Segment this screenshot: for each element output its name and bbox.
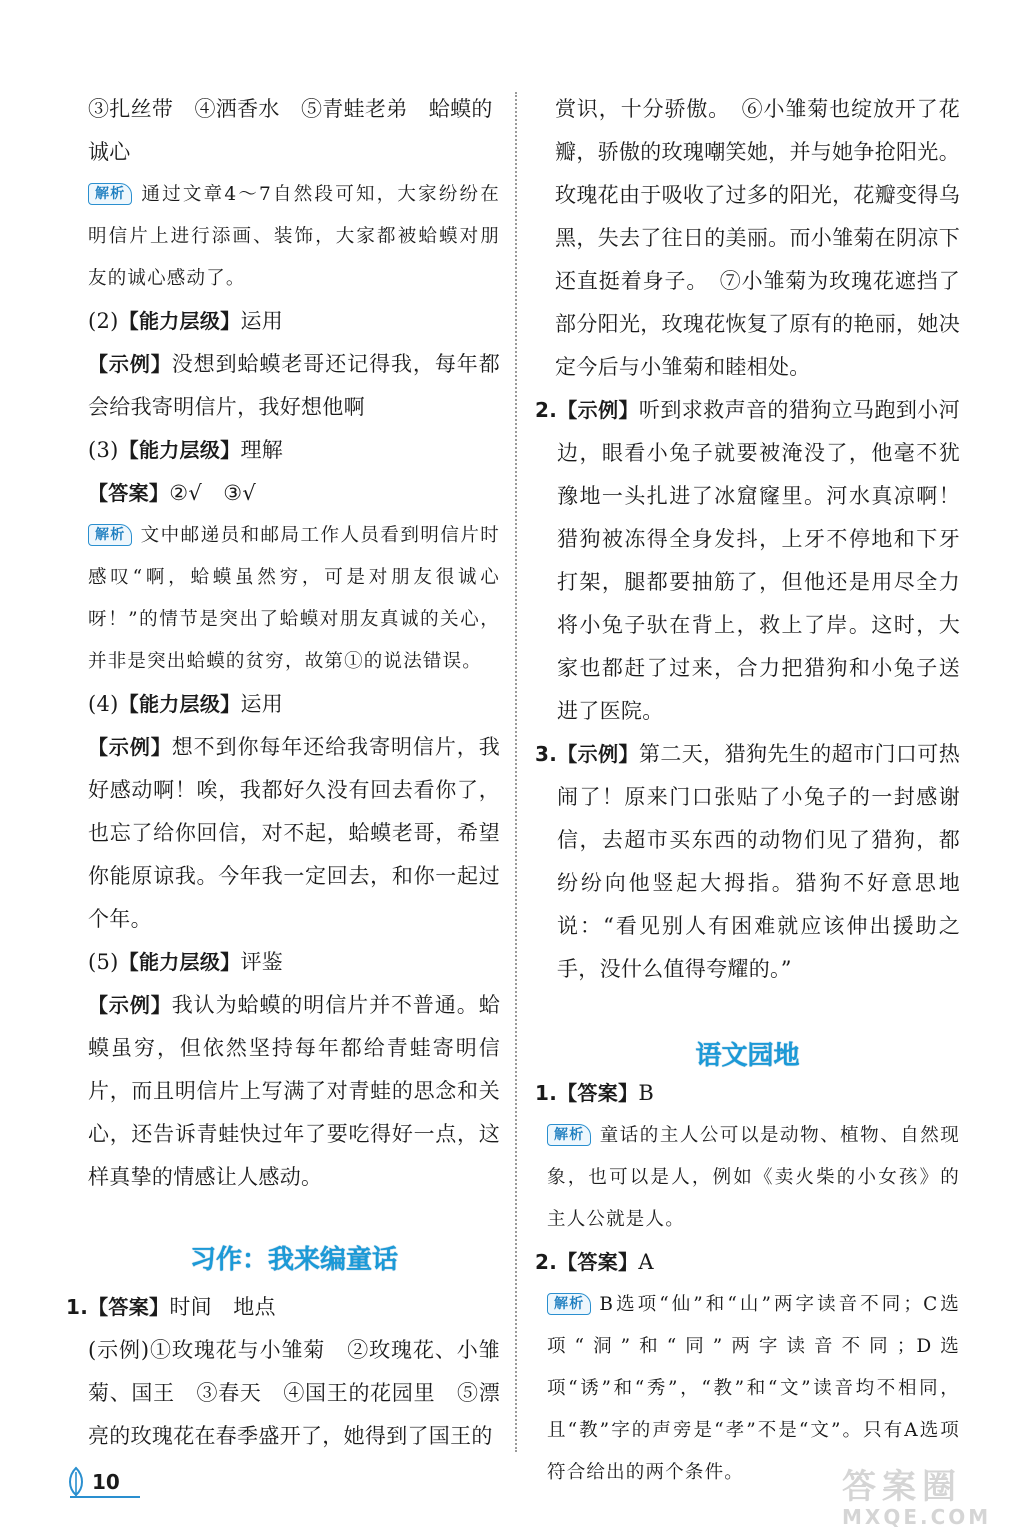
garden-answer-1: 1.【答案】B	[535, 1081, 655, 1105]
analysis-tag: 解析	[88, 183, 132, 205]
garden-analysis-2: 解析 B选项“仙”和“山”两字读音不同；C选项“洞”和“同”两字读音不同；D选项“诱”和“秀”，“教”和“文”读音均不相同，且“教”字的声旁是“孝”不是“文”。只有A选项符合给出的两个条件。	[547, 1294, 960, 1483]
question-3-answer: 【答案】②√ ③√	[88, 481, 257, 505]
answer-line: ③扎丝带 ④洒香水 ⑤青蛙老弟 蛤蟆的 诚心	[88, 97, 493, 164]
question-3-analysis: 解析 文中邮递员和邮局工作人员看到明信片时感叹“啊，蛤蟆虽然穷，可是对朋友很诚心呀！”的情节是突出了蛤蟆对朋友真诚的关心，并非是突出蛤蟆的贫穷，故第①的说法错误。	[88, 525, 500, 672]
right-column	[535, 88, 960, 1494]
composition-example: (示例)①玫瑰花与小雏菊 ②玫瑰花、小雏菊、国王 ③春天 ④国王的花园里 ⑤漂亮的玫瑰花在春季盛开了，她得到了国王的	[88, 1338, 500, 1448]
watermark-text: 答案圈	[842, 1467, 962, 1507]
section-title-yuwen-yuandi: 语文园地	[695, 1041, 800, 1071]
column-divider	[515, 92, 517, 1452]
watermark-logo	[842, 1468, 1012, 1530]
question-2-level: (2)【能力层级】运用	[88, 309, 284, 333]
question-5-example: 【示例】我认为蛤蟆的明信片并不普通。蛤蟆虽穷，但依然坚持每年都给青蛙寄明信片，而且明信片上写满了对青蛙的思念和关心，还告诉青蛙快过年了要吃得好一点，这样真挚的情感让人感动。	[88, 993, 501, 1189]
analysis-tag: 解析	[88, 524, 132, 546]
composition-answer-1: 1.【答案】时间 地点	[66, 1295, 276, 1319]
page-number: 10	[92, 1470, 120, 1494]
question-3-level: (3)【能力层级】理解	[88, 438, 284, 462]
leaf-icon	[64, 1466, 88, 1498]
section-title-xizuo: 习作：我来编童话	[189, 1245, 398, 1275]
analysis-tag: 解析	[547, 1293, 591, 1315]
footer-underline	[70, 1496, 140, 1498]
composition-answer-3: 3.【示例】第二天，猎狗先生的超市门口可热闹了！原来门口张贴了小兔子的一封感谢信，去超市买东西的动物们见了猎狗，都纷纷向他竖起大拇指。猎狗不好意思地说：“看见别人有困难就应该伸出援助之手，没什么值得夸耀的。”	[535, 742, 961, 981]
watermark-url: MXQE.COM	[842, 1505, 992, 1529]
analysis-block: 解析 通过文章4～7自然段可知，大家纷纷在明信片上进行添画、装饰，大家都被蛤蟆对朋友的诚心感动了。	[88, 184, 500, 289]
garden-analysis-1: 解析 童话的主人公可以是动物、植物、自然现象，也可以是人，例如《卖火柴的小女孩》的主人公就是人。	[547, 1125, 960, 1230]
question-5-level: (5)【能力层级】评鉴	[88, 950, 284, 974]
question-2-example: 【示例】没想到蛤蟆老哥还记得我，每年都会给我寄明信片，我好想他啊	[88, 352, 501, 419]
composition-answer-2: 2.【示例】听到求救声音的猎狗立马跑到小河边，眼看小兔子就要被淹没了，他毫不犹豫地一头扎进了冰窟窿里。河水真凉啊！猎狗被冻得全身发抖，上牙不停地和下牙打架，腿都要抽筋了，但他还是用尽全力将小兔子驮在背上，救上了岸。这时，大家也都赶了过来，合力把猎狗和小兔子送进了医院。	[535, 398, 961, 723]
question-4-level: (4)【能力层级】运用	[88, 692, 284, 716]
analysis-tag: 解析	[547, 1124, 591, 1146]
question-4-example: 【示例】想不到你每年还给我寄明信片，我好感动啊！唉，我都好久没有回去看你了，也忘了给你回信，对不起，蛤蟆老哥，希望你能原谅我。今年我一定回去，和你一起过个年。	[88, 735, 501, 931]
left-column	[66, 88, 501, 1458]
page-footer	[64, 1466, 139, 1496]
composition-example-continued: 赏识，十分骄傲。 ⑥小雏菊也绽放开了花瓣，骄傲的玫瑰嘲笑她，并与她争抢阳光。玫瑰花由于吸收了过多的阳光，花瓣变得乌黑，失去了往日的美丽。而小雏菊在阴凉下还直挺着身子。 ⑦小雏菊为玫瑰花遮挡了部分阳光，玫瑰花恢复了原有的艳丽，她决定今后与小雏菊和睦相处。	[555, 97, 960, 379]
garden-answer-2: 2.【答案】A	[535, 1250, 654, 1274]
